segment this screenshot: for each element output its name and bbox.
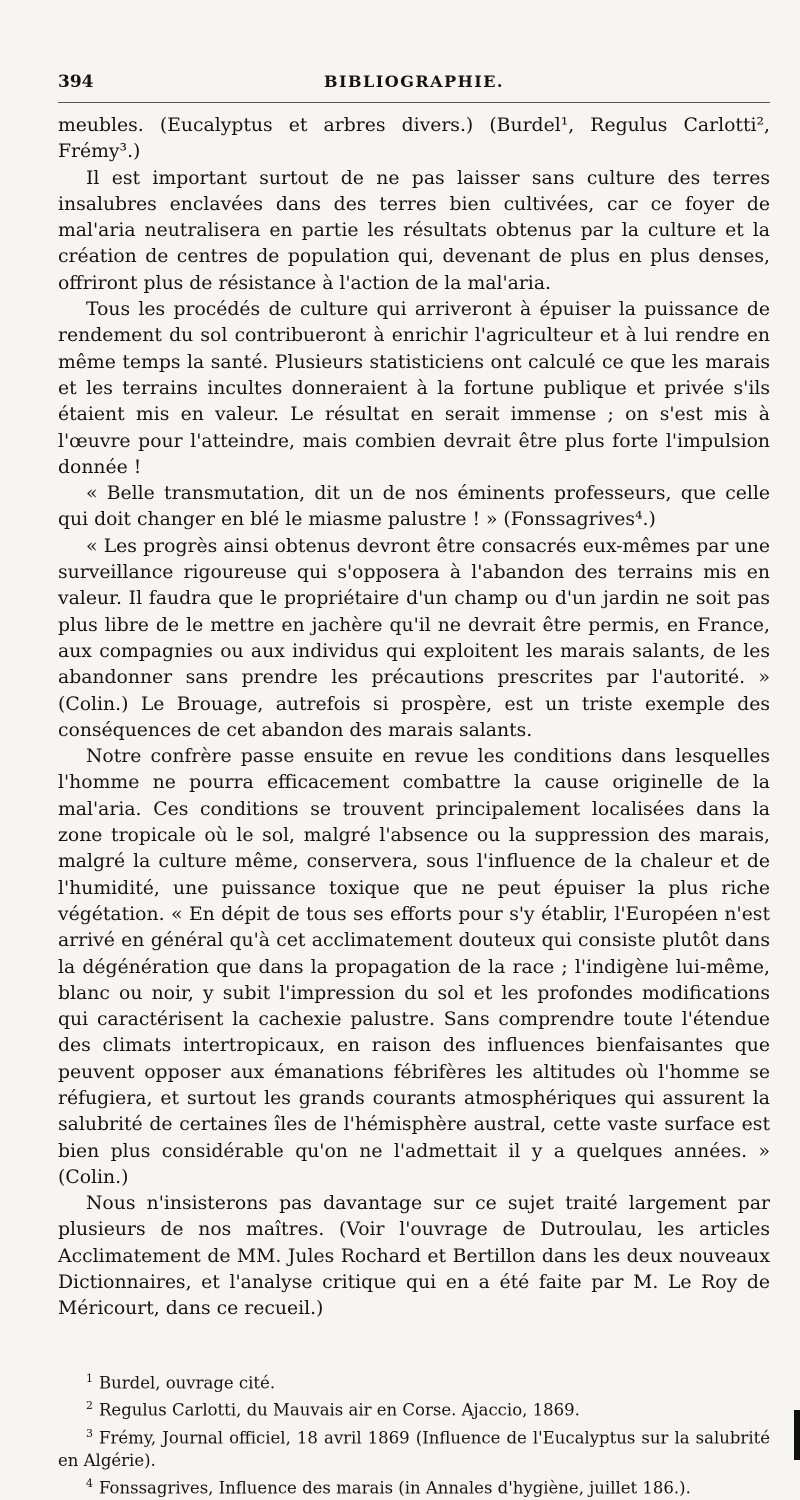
footnote [58,1394,770,1422]
footnote [58,1367,770,1395]
paragraph: « Les progrès ainsi obtenus devront être consacrés eux-mêmes par une surveillance rigoureuse qui s'opposera à l'abandon des terrains mis en valeur. Il faudra que le propriétaire d'un champ ou d'un jardin ne soit pas plus libre de le mettre en jachère qu'il ne devrait être permis, en France, aux compagnies ou aux individus qui exploitent les marais salants, de les abandonner sans prendre les précautions prescrites par l'autorité. » (Colin.) Le Brouage, autrefois si prospère, est un triste exemple des conséquences de cet abandon des marais salants. [58,535,770,741]
paragraph: meubles. (Eucalyptus et arbres divers.) (Burdel¹, Regulus Carlotti², Frémy³.) [58,115,770,163]
footnote-text: Regulus Carlotti, du Mauvais air en Corse. Ajaccio, 1869. [99,1400,580,1420]
footnotes [58,1367,770,1500]
footnote-text: Frémy, Journal officiel, 18 avril 1869 (Influence de l'Eucalyptus sur la salubrité en Algérie). [58,1428,770,1471]
page-number: 394 [58,72,94,92]
body-text [58,113,770,1323]
scan-edge-mark [794,1410,800,1460]
footnote-text: Fonssagrives, Influence des marais (in Annales d'hygiène, juillet 186.). [99,1478,691,1498]
footnote [58,1472,770,1500]
paragraph: Notre confrère passe ensuite en revue les conditions dans lesquelles l'homme ne pourra efficacement combattre la cause originelle de la mal'aria. Ces conditions se trouvent principalement localisées dans la zone tropicale où le sol, malgré l'absence ou la suppression des marais, malgré la culture même, conservera, sous l'influence de la chaleur et de l'humidité, une puissance toxique que ne peut épuiser la plus riche végétation. « En dépit de tous ses efforts pour s'y établir, l'Européen n'est arrivé en général qu'à cet acclimatement douteux qui consiste plutôt dans la dégénération que dans la propagation de la race ; l'indigène lui-même, blanc ou noir, y subit l'impression du sol et les profondes modifications qui caractérisent la cachexie palustre. Sans comprendre toute l'étendue des climats intertropicaux, en raison des influences bienfaisantes que peuvent opposer aux émanations fébrifères les altitudes où l'homme se réfugiera, et surtout les grands courants atmosphériques qui assurent la salubrité de certaines îles de l'hémisphère austral, cette vaste surface est bien plus considérable qu'on ne l'admettait il y a quelques années. » (Colin.) [58,746,770,1188]
paragraph: Nous n'insisterons pas davantage sur ce sujet traité largement par plusieurs de nos maîtres. (Voir l'ouvrage de Dutroulau, les articles Acclimatement de MM. Jules Rochard et Bertillon dans les deux nouveaux Dictionnaires, et l'analyse critique qui en a été faite par M. Le Roy de Méricourt, dans ce recueil.) [58,1193,770,1320]
footnote-number: 3 [86,1426,93,1440]
footnote [58,1422,770,1473]
paragraph: « Belle transmutation, dit un de nos éminents professeurs, que celle qui doit changer en blé le miasme palustre ! » (Fonssagrives⁴.) [58,483,770,531]
paragraph: Il est important surtout de ne pas laisser sans culture des terres insalubres enclavées dans des terres bien cultivées, car ce foyer de mal'aria neutralisera en partie les résultats obtenus par la culture et la création de centres de population qui, devenant de plus en plus denses, offriront plus de résistance à l'action de la mal'aria. [58,167,770,294]
footnote-number: 1 [86,1371,93,1385]
page-header [58,72,770,103]
running-title: BIBLIOGRAPHIE. [324,72,504,91]
paragraph: Tous les procédés de culture qui arriveront à épuiser la puissance de rendement du sol contribueront à enrichir l'agriculteur et à lui rendre en même temps la santé. Plusieurs statisticiens ont calculé ce que les marais et les terrains incultes donneraient à la fortune publique et privée s'ils étaient mis en valeur. Le résultat en serait immense ; on s'est mis à l'œuvre pour l'atteindre, mais combien devrait être plus forte l'impulsion donnée ! [58,299,770,478]
footnote-text: Burdel, ouvrage cité. [99,1373,276,1393]
footnote-number: 2 [86,1399,93,1413]
footnote-number: 4 [86,1477,93,1491]
